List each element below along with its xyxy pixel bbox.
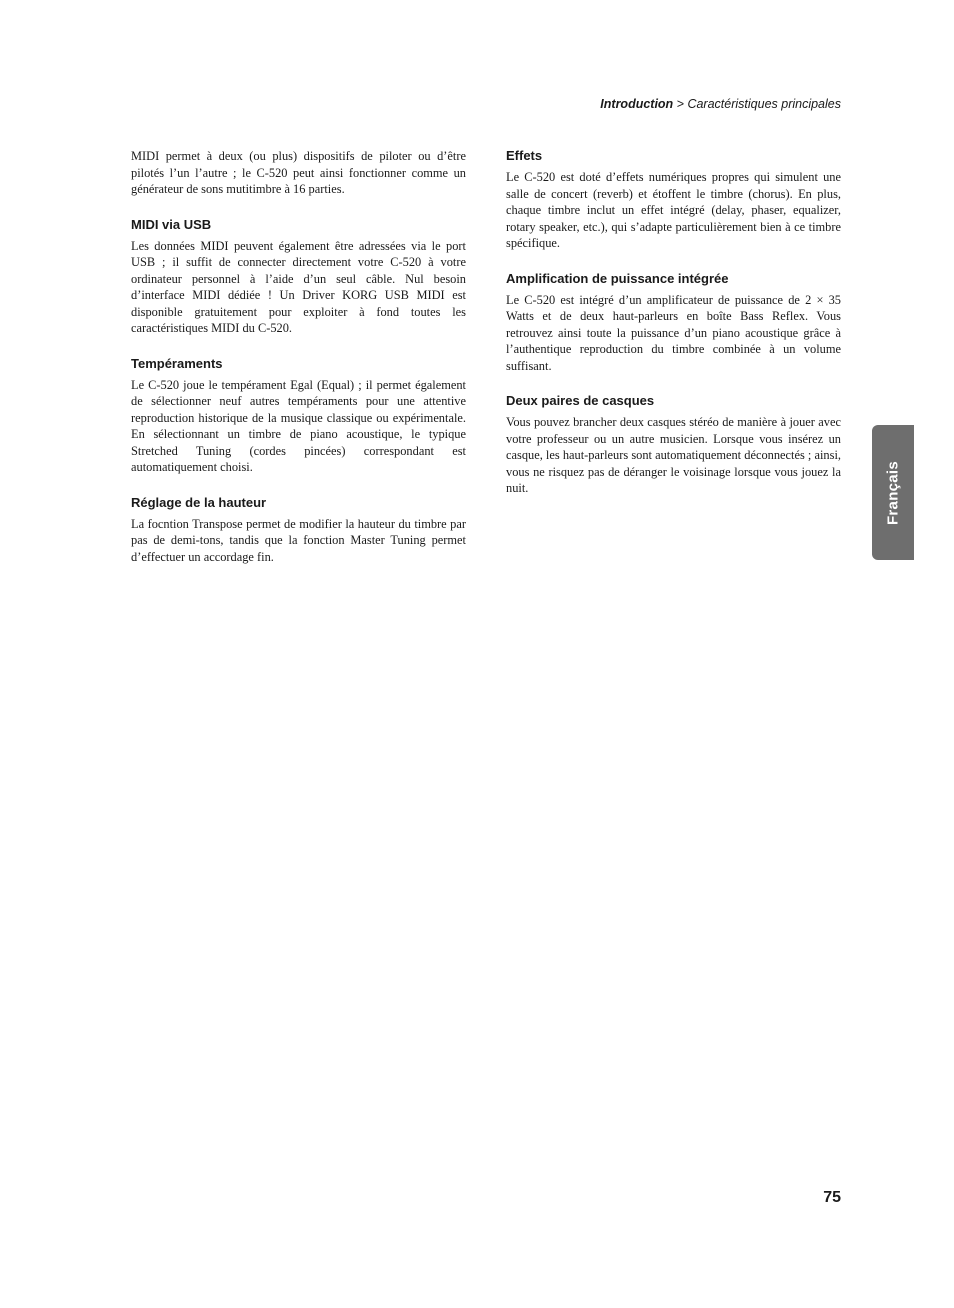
section-body: La focntion Transpose permet de modifier la hauteur du timbre par pas de demi-tons, tandis que la fonction Master Tuning permet d’effectuer un accordage fin. bbox=[131, 516, 466, 564]
section-heading: MIDI via USB bbox=[131, 216, 212, 232]
section-casques bbox=[506, 393, 841, 497]
header-separator: > bbox=[673, 97, 688, 111]
section-body: Vous pouvez brancher deux casques stéréo de manière à jouer avec votre professeur ou un autre musicien. Lorsque vous insérez un casque, les haut-parleurs sont automatiquement déconnectés ; ainsi, vous ne risquez pas de déranger le voisinage lorsque vous jouez la nuit. bbox=[506, 415, 841, 495]
section-heading: Amplification de puissance intégrée bbox=[506, 270, 729, 286]
language-tab bbox=[872, 425, 914, 560]
header-chapter: Introduction bbox=[600, 97, 674, 111]
section-body: Le C-520 joue le tempérament Egal (Equal) ; il permet également de sélectionner neuf autres tempéraments pour une attentive reproduction historique de la musique classique ou expérimentale. En sélectionnant un timbre de piano acoustique, le typique Stretched Tuning (cordes pincées) correspondant est automatiquement choisi. bbox=[131, 377, 466, 474]
section-heading: Tempéraments bbox=[131, 355, 223, 371]
section-heading: Effets bbox=[506, 148, 543, 163]
section-body: Le C-520 est intégré d’un amplificateur de puissance de 2 × 35 Watts et de deux haut-parleurs en boîte Bass Reflex. Vous retrouvez ainsi toute la puissance d’un piano acoustique grâce à l’authentique reproduction du timbre combinée à un volume suffisant. bbox=[506, 292, 841, 373]
intro-section bbox=[131, 148, 466, 198]
section-heading: Réglage de la hauteur bbox=[131, 494, 267, 510]
section-reglage-hauteur bbox=[131, 495, 466, 566]
right-column bbox=[506, 148, 841, 516]
section-body: Le C-520 est doté d’effets numériques propres qui simulent une salle de concert (reverb) et étoffent le timbre (chorus). En plus, chaque timbre inclut un effet intégré (delay, phaser, equalizer, rotary speaker, etc.), qui s’adapte particulièrement bien à ce timbre spécifique. bbox=[506, 170, 841, 250]
language-tab-label: Français bbox=[884, 460, 902, 525]
section-amplification bbox=[506, 271, 841, 375]
section-body: Les données MIDI peuvent également être adressées via le port USB ; il suffit de connecter directement votre C-520 à votre ordinateur personnel à l’aide d’un seul câble. Nul besoin d’interface MIDI dédiée ! Un Driver KORG USB MIDI est disponible gratuitement pour exploiter à fond toutes les caractéristiques MIDI du C-520. bbox=[131, 238, 466, 335]
section-midi-usb bbox=[131, 217, 466, 337]
intro-paragraph: MIDI permet à deux (ou plus) dispositifs de piloter ou d’être pilotés l’un l’autre ; le C-520 peut ainsi fonctionner comme un générateur de sons mutitimbre à 16 parties. bbox=[131, 149, 466, 196]
section-effets bbox=[506, 148, 841, 252]
section-temperaments bbox=[131, 356, 466, 476]
header-section: Caractéristiques principales bbox=[687, 97, 841, 111]
section-heading: Deux paires de casques bbox=[506, 393, 655, 408]
page-number: 75 bbox=[823, 1189, 841, 1206]
running-header bbox=[600, 97, 841, 111]
left-column bbox=[131, 148, 466, 584]
